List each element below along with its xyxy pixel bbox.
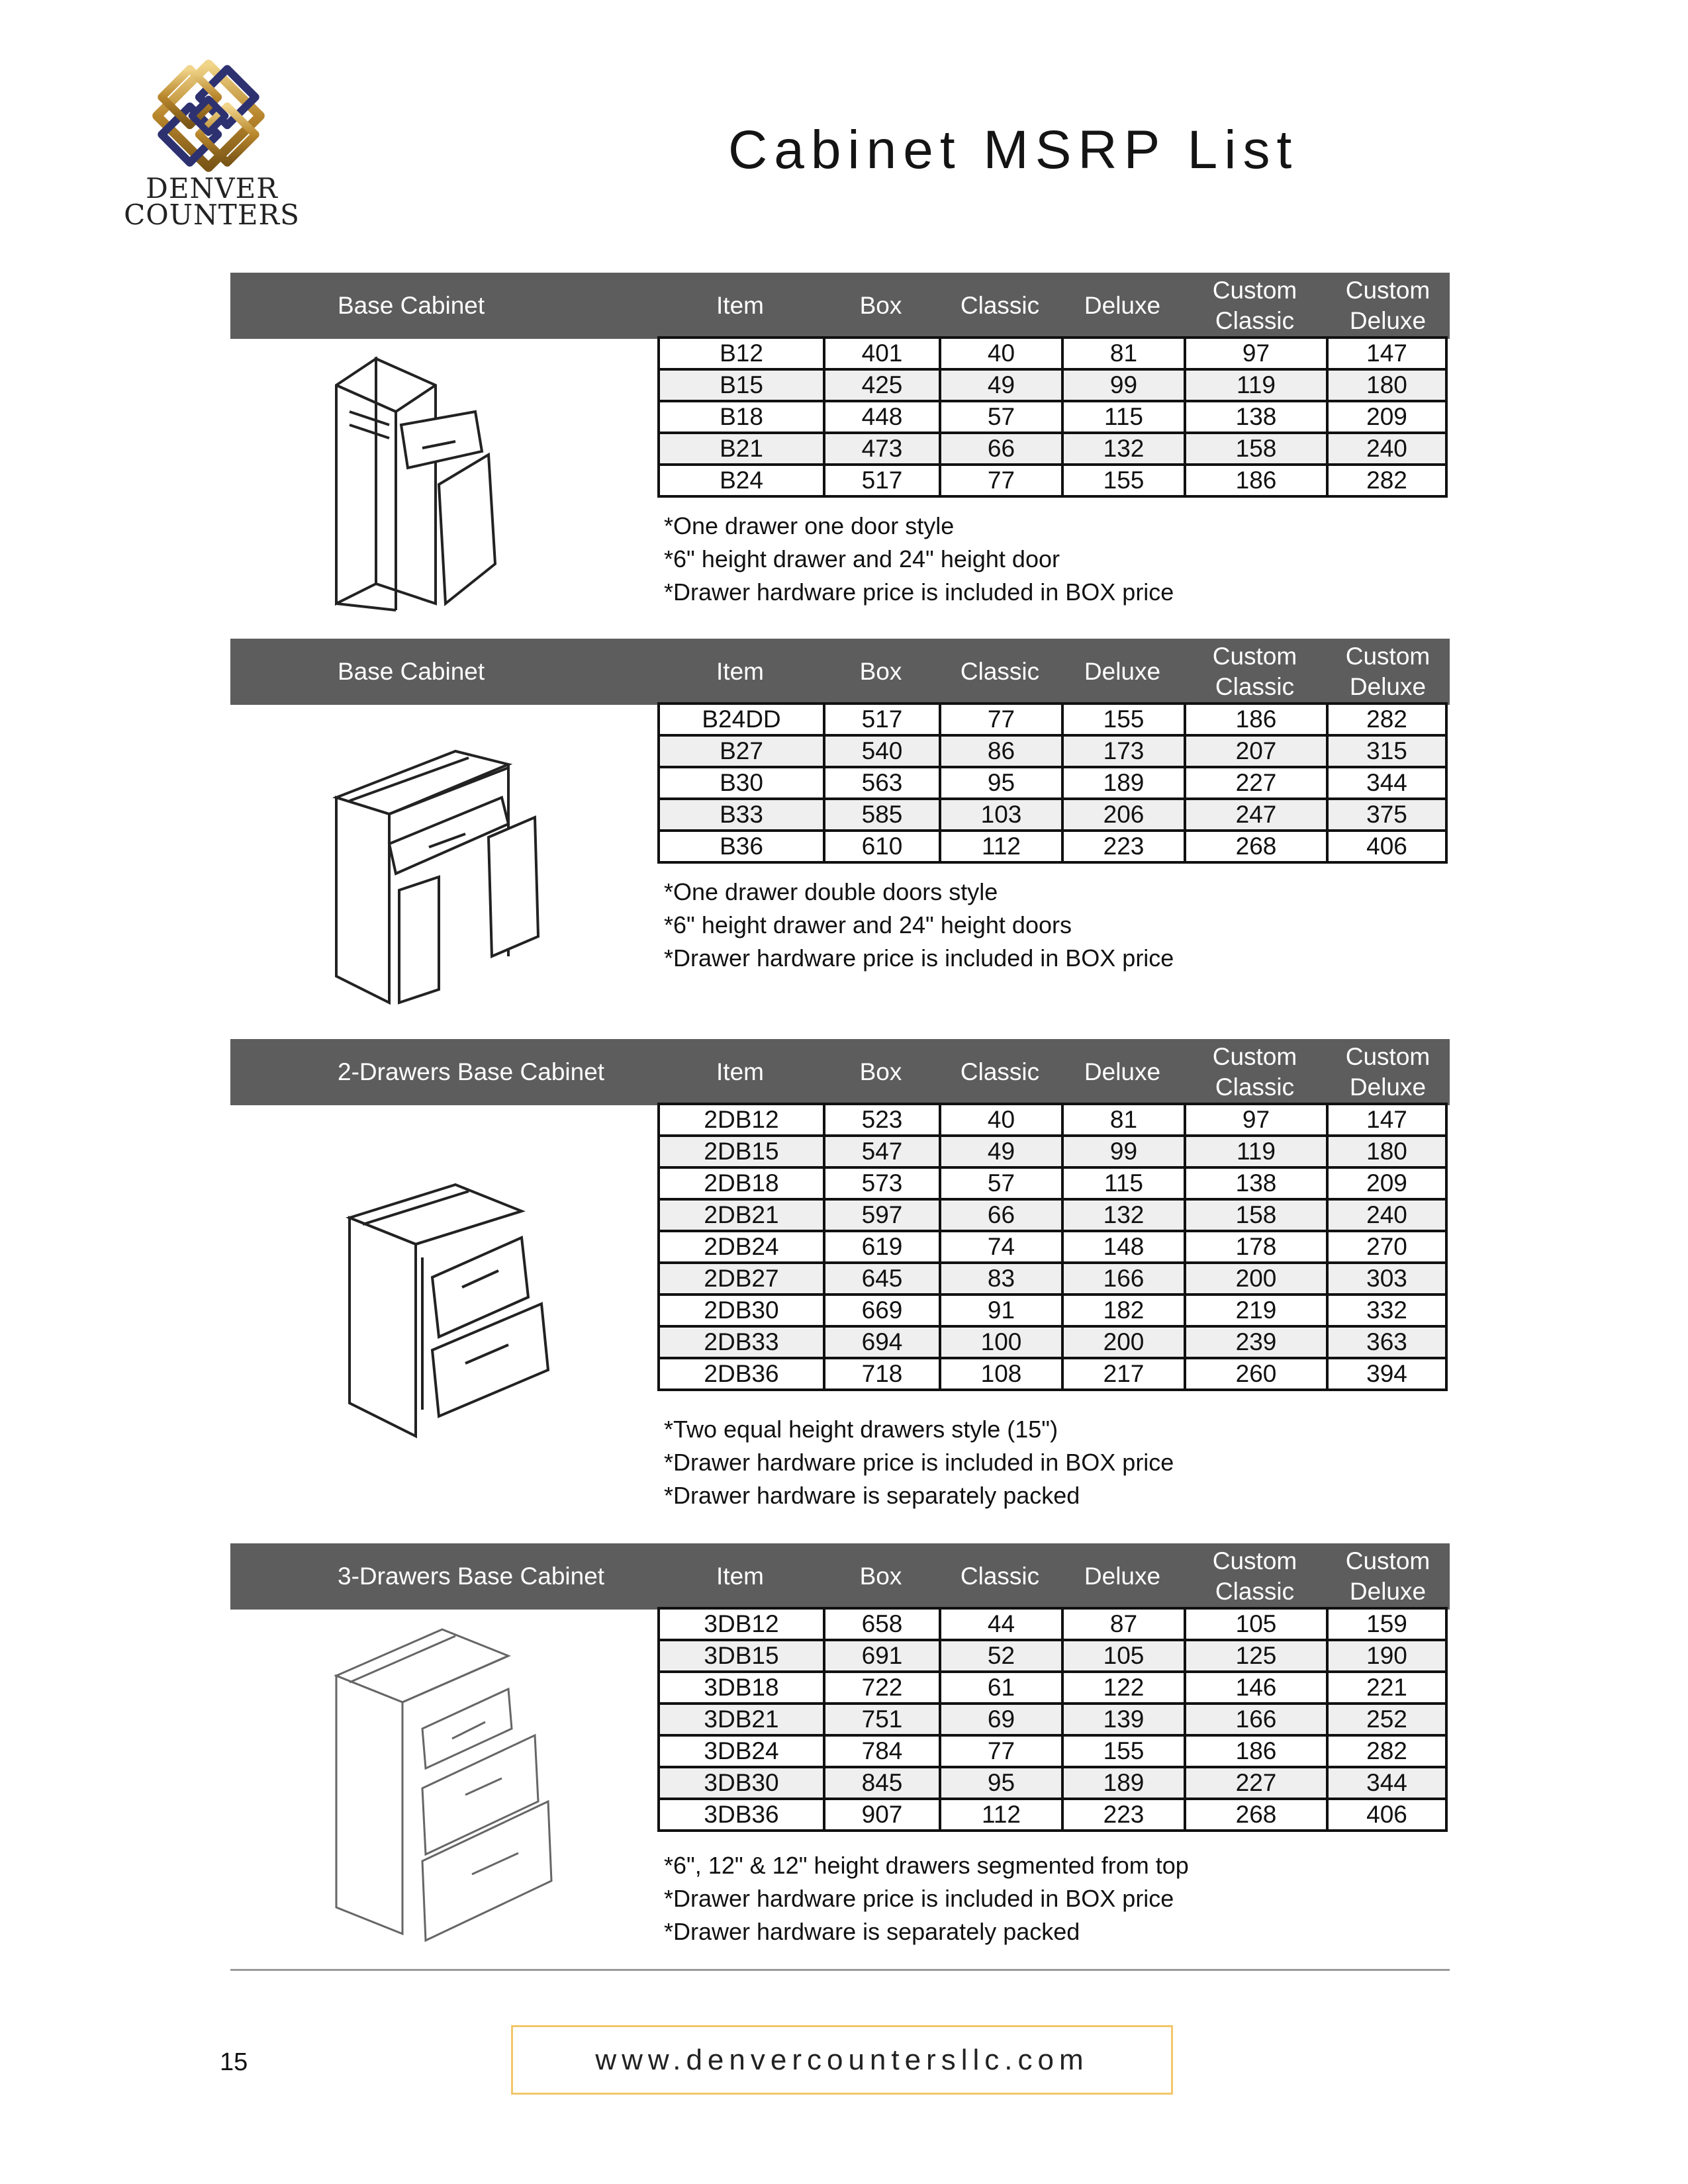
note-line: *6", 12" & 12" height drawers segmented from top	[664, 1852, 1189, 1879]
item-cell: B30	[659, 767, 824, 799]
section-2-drawers-base-cabinet	[230, 1039, 1450, 1516]
table-row	[659, 1672, 1446, 1704]
note-line: *6" height drawer and 24" height doors	[664, 911, 1072, 938]
brand-name-line2: COUNTERS	[124, 199, 300, 231]
classic-price-cell: 61	[940, 1672, 1062, 1704]
table-row	[659, 401, 1446, 433]
brand-logo	[113, 50, 311, 232]
item-cell: 2DB24	[659, 1231, 824, 1263]
brand-name-line1: DENVER	[146, 172, 278, 205]
box-price-cell: 669	[824, 1295, 940, 1326]
item-cell: 3DB30	[659, 1767, 824, 1799]
custom-classic-price-cell: 158	[1185, 433, 1327, 465]
note-line: *6" height drawer and 24" height door	[664, 545, 1060, 572]
custom-deluxe-price-cell: 209	[1327, 1167, 1446, 1199]
note-line: *Drawer hardware price is included in BOX price	[664, 1885, 1174, 1912]
price-table	[657, 1607, 1448, 1832]
custom-classic-price-cell: 227	[1185, 1767, 1327, 1799]
col-custom-deluxe-header: Custom Deluxe	[1345, 1043, 1430, 1101]
col-box-header: Box	[859, 658, 902, 685]
custom-deluxe-price-cell: 344	[1327, 767, 1446, 799]
price-table	[657, 702, 1448, 864]
custom-classic-price-cell: 119	[1185, 1136, 1327, 1167]
custom-deluxe-price-cell: 270	[1327, 1231, 1446, 1263]
custom-classic-price-cell: 146	[1185, 1672, 1327, 1704]
item-cell: 3DB36	[659, 1799, 824, 1831]
table-row	[659, 831, 1446, 862]
page-title: Cabinet MSRP List	[728, 120, 1299, 180]
custom-classic-price-cell: 247	[1185, 799, 1327, 831]
col-deluxe-header: Deluxe	[1084, 1058, 1161, 1085]
custom-deluxe-price-cell: 315	[1327, 735, 1446, 767]
classic-price-cell: 74	[940, 1231, 1062, 1263]
col-deluxe-header: Deluxe	[1084, 292, 1161, 319]
classic-price-cell: 52	[940, 1640, 1062, 1672]
table-row	[659, 1231, 1446, 1263]
custom-deluxe-price-cell: 303	[1327, 1263, 1446, 1295]
note-line: *One drawer one door style	[664, 512, 955, 539]
classic-price-cell: 91	[940, 1295, 1062, 1326]
three-drawer-cabinet-illustration	[323, 1616, 601, 1954]
deluxe-price-cell: 155	[1062, 1735, 1185, 1767]
item-cell: B21	[659, 433, 824, 465]
col-item-header: Item	[716, 292, 764, 319]
classic-price-cell: 66	[940, 1199, 1062, 1231]
box-price-cell: 694	[824, 1326, 940, 1358]
col-item-header: Item	[716, 1058, 764, 1085]
classic-price-cell: 77	[940, 465, 1062, 496]
col-custom-deluxe-header: Custom Deluxe	[1345, 277, 1430, 334]
deluxe-price-cell: 173	[1062, 735, 1185, 767]
item-cell: 3DB12	[659, 1608, 824, 1640]
classic-price-cell: 86	[940, 735, 1062, 767]
section-notes	[664, 1413, 1174, 1512]
classic-price-cell: 69	[940, 1704, 1062, 1735]
col-box-header: Box	[859, 1563, 902, 1590]
custom-deluxe-price-cell: 252	[1327, 1704, 1446, 1735]
item-cell: 3DB21	[659, 1704, 824, 1735]
note-line: *Drawer hardware price is included in BOX price	[664, 944, 1174, 972]
table-row	[659, 1358, 1446, 1390]
custom-classic-price-cell: 138	[1185, 401, 1327, 433]
deluxe-price-cell: 122	[1062, 1672, 1185, 1704]
col-deluxe-header: Deluxe	[1084, 1563, 1161, 1590]
box-price-cell: 658	[824, 1608, 940, 1640]
section-name: Base Cabinet	[338, 292, 485, 319]
box-price-cell: 473	[824, 433, 940, 465]
website-link[interactable]: www.denvercountersllc.com	[511, 2025, 1173, 2095]
custom-classic-price-cell: 97	[1185, 1104, 1327, 1136]
col-item-header: Item	[716, 1563, 764, 1590]
section-header	[230, 639, 1450, 705]
box-price-cell: 585	[824, 799, 940, 831]
note-line: *Drawer hardware price is included in BOX price	[664, 578, 1174, 606]
custom-deluxe-price-cell: 363	[1327, 1326, 1446, 1358]
col-classic-header: Classic	[960, 1563, 1040, 1590]
classic-price-cell: 95	[940, 767, 1062, 799]
custom-deluxe-price-cell: 282	[1327, 1735, 1446, 1767]
custom-classic-price-cell: 260	[1185, 1358, 1327, 1390]
custom-classic-price-cell: 268	[1185, 1799, 1327, 1831]
section-base-cabinet-single-door	[230, 273, 1450, 617]
item-cell: B12	[659, 338, 824, 369]
custom-classic-price-cell: 97	[1185, 338, 1327, 369]
box-price-cell: 540	[824, 735, 940, 767]
box-price-cell: 573	[824, 1167, 940, 1199]
custom-deluxe-price-cell: 147	[1327, 1104, 1446, 1136]
section-notes	[664, 1849, 1189, 1948]
deluxe-price-cell: 87	[1062, 1608, 1185, 1640]
col-custom-deluxe-header: Custom Deluxe	[1345, 1547, 1430, 1605]
item-cell: 2DB18	[659, 1167, 824, 1199]
custom-classic-price-cell: 200	[1185, 1263, 1327, 1295]
deluxe-price-cell: 81	[1062, 1104, 1185, 1136]
box-price-cell: 907	[824, 1799, 940, 1831]
item-cell: 2DB15	[659, 1136, 824, 1167]
deluxe-price-cell: 189	[1062, 1767, 1185, 1799]
custom-classic-price-cell: 105	[1185, 1608, 1327, 1640]
col-custom-classic-header: Custom Classic	[1212, 1547, 1297, 1605]
deluxe-price-cell: 81	[1062, 338, 1185, 369]
box-price-cell: 610	[824, 831, 940, 862]
custom-classic-price-cell: 119	[1185, 369, 1327, 401]
box-price-cell: 448	[824, 401, 940, 433]
deluxe-price-cell: 99	[1062, 1136, 1185, 1167]
item-cell: B18	[659, 401, 824, 433]
section-3-drawers-base-cabinet	[230, 1543, 1450, 1960]
box-price-cell: 563	[824, 767, 940, 799]
custom-deluxe-price-cell: 209	[1327, 401, 1446, 433]
classic-price-cell: 112	[940, 1799, 1062, 1831]
classic-price-cell: 40	[940, 1104, 1062, 1136]
note-line: *Drawer hardware is separately packed	[664, 1482, 1080, 1509]
custom-deluxe-price-cell: 406	[1327, 1799, 1446, 1831]
classic-price-cell: 108	[940, 1358, 1062, 1390]
custom-classic-price-cell: 227	[1185, 767, 1327, 799]
box-price-cell: 597	[824, 1199, 940, 1231]
box-price-cell: 784	[824, 1735, 940, 1767]
custom-classic-price-cell: 125	[1185, 1640, 1327, 1672]
custom-classic-price-cell: 186	[1185, 1735, 1327, 1767]
table-row	[659, 338, 1446, 369]
box-price-cell: 517	[824, 704, 940, 735]
box-price-cell: 691	[824, 1640, 940, 1672]
deluxe-price-cell: 182	[1062, 1295, 1185, 1326]
item-cell: 3DB24	[659, 1735, 824, 1767]
classic-price-cell: 77	[940, 704, 1062, 735]
classic-price-cell: 83	[940, 1263, 1062, 1295]
custom-deluxe-price-cell: 406	[1327, 831, 1446, 862]
deluxe-price-cell: 189	[1062, 767, 1185, 799]
custom-classic-price-cell: 166	[1185, 1704, 1327, 1735]
table-row	[659, 767, 1446, 799]
table-row	[659, 433, 1446, 465]
deluxe-price-cell: 99	[1062, 369, 1185, 401]
col-box-header: Box	[859, 292, 902, 319]
note-line: *One drawer double doors style	[664, 878, 998, 905]
table-row	[659, 1295, 1446, 1326]
deluxe-price-cell: 155	[1062, 465, 1185, 496]
section-name: Base Cabinet	[338, 658, 485, 685]
item-cell: B24DD	[659, 704, 824, 735]
box-price-cell: 517	[824, 465, 940, 496]
deluxe-price-cell: 206	[1062, 799, 1185, 831]
col-custom-classic-header: Custom Classic	[1212, 277, 1297, 334]
custom-classic-price-cell: 239	[1185, 1326, 1327, 1358]
box-price-cell: 722	[824, 1672, 940, 1704]
item-cell: 2DB30	[659, 1295, 824, 1326]
box-price-cell: 619	[824, 1231, 940, 1263]
page-number: 15	[220, 2048, 248, 2076]
custom-classic-price-cell: 158	[1185, 1199, 1327, 1231]
box-price-cell: 523	[824, 1104, 940, 1136]
custom-deluxe-price-cell: 240	[1327, 433, 1446, 465]
deluxe-price-cell: 132	[1062, 1199, 1185, 1231]
section-name: 2-Drawers Base Cabinet	[338, 1058, 605, 1085]
custom-classic-price-cell: 186	[1185, 465, 1327, 496]
col-classic-header: Classic	[960, 658, 1040, 685]
table-row	[659, 1608, 1446, 1640]
section-notes	[664, 510, 1174, 609]
item-cell: 2DB33	[659, 1326, 824, 1358]
custom-deluxe-price-cell: 375	[1327, 799, 1446, 831]
classic-price-cell: 49	[940, 1136, 1062, 1167]
table-row	[659, 1326, 1446, 1358]
classic-price-cell: 57	[940, 401, 1062, 433]
section-base-cabinet-double-door	[230, 639, 1450, 1009]
custom-deluxe-price-cell: 190	[1327, 1640, 1446, 1672]
table-row	[659, 799, 1446, 831]
custom-classic-price-cell: 178	[1185, 1231, 1327, 1263]
box-price-cell: 425	[824, 369, 940, 401]
deluxe-price-cell: 115	[1062, 401, 1185, 433]
table-row	[659, 1167, 1446, 1199]
section-header	[230, 273, 1450, 339]
col-custom-classic-header: Custom Classic	[1212, 643, 1297, 700]
footer-divider	[230, 1969, 1450, 1971]
item-cell: 2DB12	[659, 1104, 824, 1136]
item-cell: B24	[659, 465, 824, 496]
note-line: *Drawer hardware price is included in BOX price	[664, 1449, 1174, 1476]
item-cell: 2DB36	[659, 1358, 824, 1390]
section-notes	[664, 876, 1174, 975]
one-drawer-one-door-cabinet-illustration	[323, 345, 535, 617]
two-drawer-cabinet-illustration	[323, 1171, 601, 1456]
item-cell: B15	[659, 369, 824, 401]
classic-price-cell: 57	[940, 1167, 1062, 1199]
box-price-cell: 645	[824, 1263, 940, 1295]
box-price-cell: 751	[824, 1704, 940, 1735]
col-custom-deluxe-header: Custom Deluxe	[1345, 643, 1430, 700]
deluxe-price-cell: 223	[1062, 831, 1185, 862]
classic-price-cell: 100	[940, 1326, 1062, 1358]
custom-classic-price-cell: 186	[1185, 704, 1327, 735]
table-row	[659, 1704, 1446, 1735]
celtic-knot-logo-icon	[142, 50, 275, 182]
classic-price-cell: 44	[940, 1608, 1062, 1640]
table-row	[659, 1799, 1446, 1831]
deluxe-price-cell: 105	[1062, 1640, 1185, 1672]
deluxe-price-cell: 155	[1062, 704, 1185, 735]
custom-deluxe-price-cell: 240	[1327, 1199, 1446, 1231]
custom-deluxe-price-cell: 180	[1327, 369, 1446, 401]
col-classic-header: Classic	[960, 1058, 1040, 1085]
price-table	[657, 336, 1448, 498]
item-cell: 3DB15	[659, 1640, 824, 1672]
section-header	[230, 1039, 1450, 1105]
custom-deluxe-price-cell: 344	[1327, 1767, 1446, 1799]
classic-price-cell: 49	[940, 369, 1062, 401]
custom-classic-price-cell: 207	[1185, 735, 1327, 767]
custom-classic-price-cell: 138	[1185, 1167, 1327, 1199]
note-line: *Two equal height drawers style (15")	[664, 1416, 1058, 1443]
table-row	[659, 1136, 1446, 1167]
custom-classic-price-cell: 268	[1185, 831, 1327, 862]
custom-deluxe-price-cell: 394	[1327, 1358, 1446, 1390]
item-cell: B33	[659, 799, 824, 831]
box-price-cell: 718	[824, 1358, 940, 1390]
table-row	[659, 1767, 1446, 1799]
deluxe-price-cell: 148	[1062, 1231, 1185, 1263]
box-price-cell: 845	[824, 1767, 940, 1799]
deluxe-price-cell: 223	[1062, 1799, 1185, 1831]
item-cell: 3DB18	[659, 1672, 824, 1704]
col-deluxe-header: Deluxe	[1084, 658, 1161, 685]
item-cell: B36	[659, 831, 824, 862]
custom-deluxe-price-cell: 159	[1327, 1608, 1446, 1640]
classic-price-cell: 40	[940, 338, 1062, 369]
classic-price-cell: 66	[940, 433, 1062, 465]
classic-price-cell: 103	[940, 799, 1062, 831]
item-cell: 2DB27	[659, 1263, 824, 1295]
section-name: 3-Drawers Base Cabinet	[338, 1563, 605, 1590]
table-row	[659, 1640, 1446, 1672]
col-box-header: Box	[859, 1058, 902, 1085]
col-item-header: Item	[716, 658, 764, 685]
deluxe-price-cell: 132	[1062, 433, 1185, 465]
table-row	[659, 704, 1446, 735]
classic-price-cell: 77	[940, 1735, 1062, 1767]
table-row	[659, 369, 1446, 401]
table-row	[659, 1104, 1446, 1136]
table-row	[659, 735, 1446, 767]
one-drawer-double-door-cabinet-illustration	[323, 738, 614, 1009]
custom-deluxe-price-cell: 332	[1327, 1295, 1446, 1326]
custom-classic-price-cell: 219	[1185, 1295, 1327, 1326]
custom-deluxe-price-cell: 180	[1327, 1136, 1446, 1167]
box-price-cell: 547	[824, 1136, 940, 1167]
item-cell: 2DB21	[659, 1199, 824, 1231]
custom-deluxe-price-cell: 282	[1327, 704, 1446, 735]
table-row	[659, 1199, 1446, 1231]
section-header	[230, 1543, 1450, 1610]
custom-deluxe-price-cell: 282	[1327, 465, 1446, 496]
deluxe-price-cell: 166	[1062, 1263, 1185, 1295]
col-custom-classic-header: Custom Classic	[1212, 1043, 1297, 1101]
custom-deluxe-price-cell: 147	[1327, 338, 1446, 369]
deluxe-price-cell: 217	[1062, 1358, 1185, 1390]
box-price-cell: 401	[824, 338, 940, 369]
table-row	[659, 465, 1446, 496]
deluxe-price-cell: 200	[1062, 1326, 1185, 1358]
deluxe-price-cell: 139	[1062, 1704, 1185, 1735]
item-cell: B27	[659, 735, 824, 767]
deluxe-price-cell: 115	[1062, 1167, 1185, 1199]
price-table	[657, 1103, 1448, 1391]
note-line: *Drawer hardware is separately packed	[664, 1918, 1080, 1945]
table-row	[659, 1263, 1446, 1295]
col-classic-header: Classic	[960, 292, 1040, 319]
classic-price-cell: 112	[940, 831, 1062, 862]
table-row	[659, 1735, 1446, 1767]
custom-deluxe-price-cell: 221	[1327, 1672, 1446, 1704]
classic-price-cell: 95	[940, 1767, 1062, 1799]
